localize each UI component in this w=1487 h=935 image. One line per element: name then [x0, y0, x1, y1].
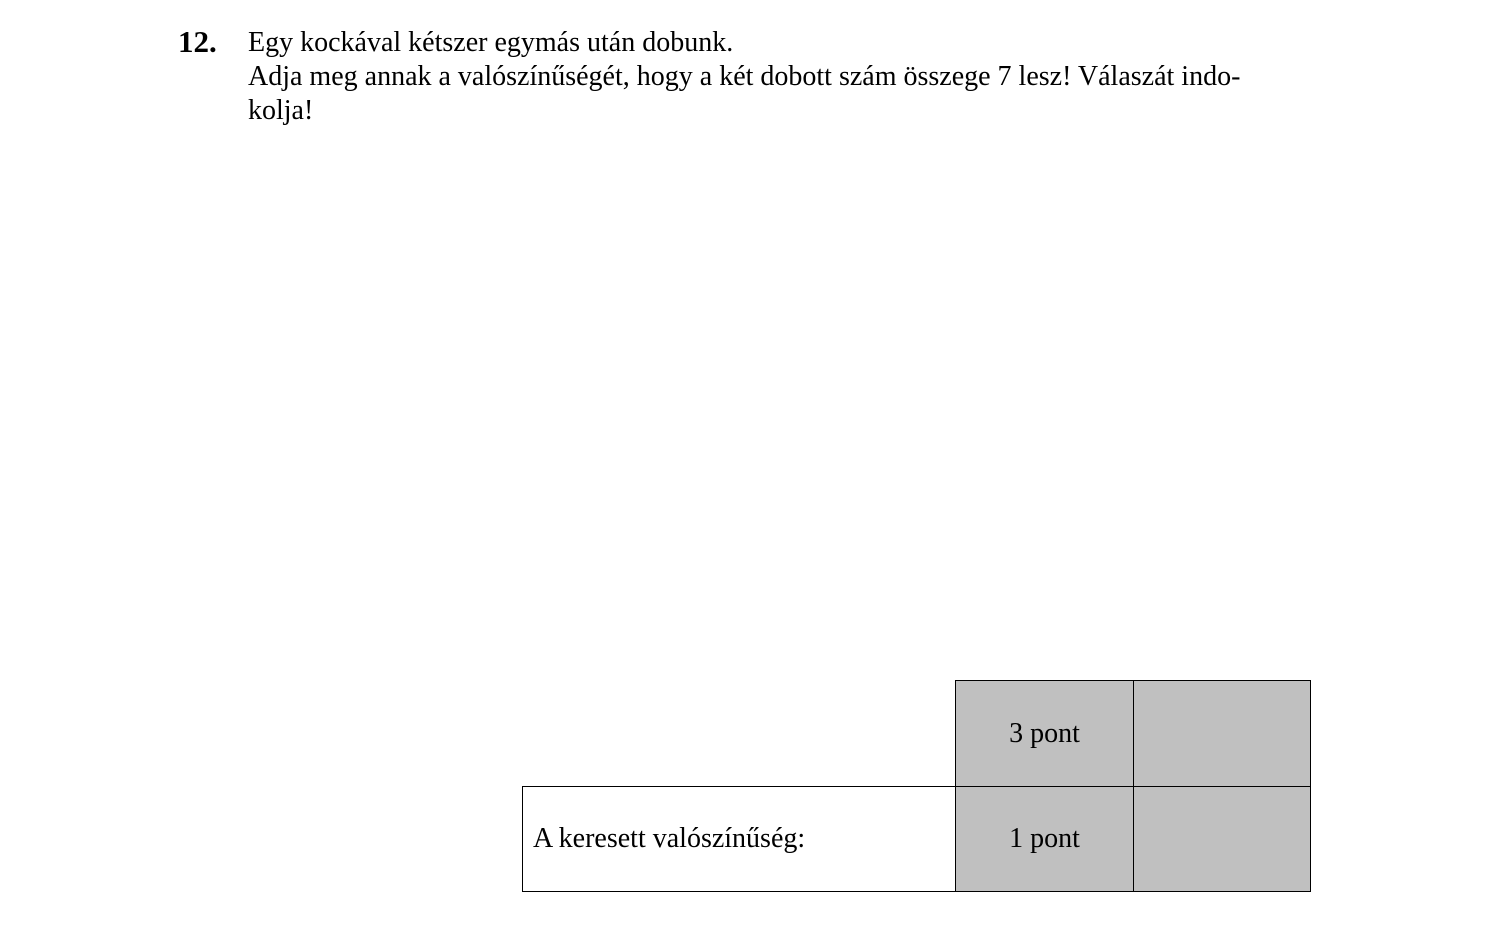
- answer-label: A keresett valószínűség:: [533, 823, 806, 854]
- task-number: 12.: [178, 24, 217, 59]
- task-line-2: Adja meg annak a valószínűségét, hogy a két dobott szám összege 7 lesz! Válaszát indo-: [248, 61, 1241, 92]
- points-label-2: 1 pont: [1009, 823, 1080, 854]
- answer-label-cell: [522, 786, 956, 892]
- task-line-3: kolja!: [248, 95, 314, 126]
- task-line-1: Egy kockával kétszer egymás után dobunk.: [248, 27, 734, 58]
- score-cell-1: [1133, 680, 1311, 787]
- task-statement: [248, 26, 1312, 128]
- score-cell-2: [1133, 786, 1311, 892]
- points-label-1: 3 pont: [1009, 717, 1080, 749]
- points-cell-2: [955, 786, 1134, 892]
- points-cell-1: [955, 680, 1134, 787]
